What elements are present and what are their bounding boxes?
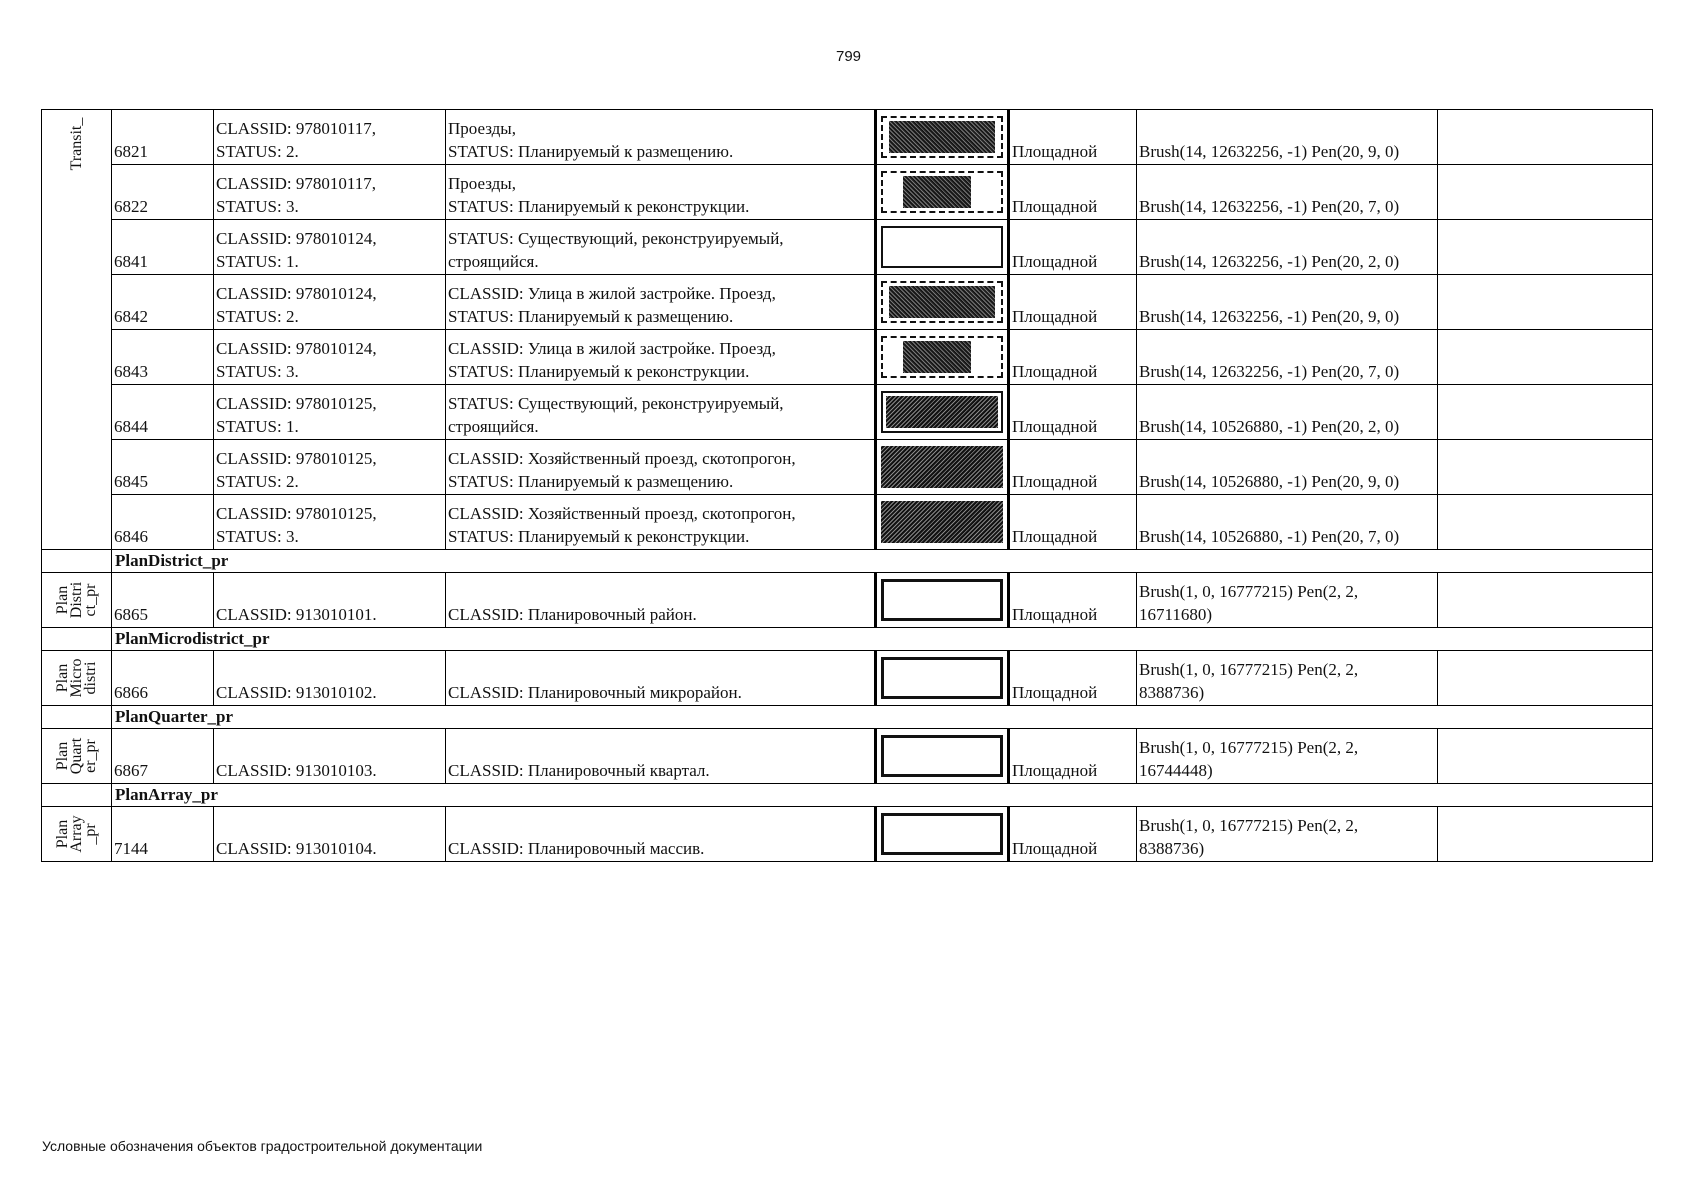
geometry-type-cell: Площадной [1009, 330, 1137, 385]
code-cell: 7144 [112, 807, 214, 862]
code-cell: 6843 [112, 330, 214, 385]
footer-text: Условные обозначения объектов градостроительной документации [42, 1138, 483, 1154]
table-row [42, 729, 1653, 784]
style-cell: Brush(14, 10526880, -1) Pen(20, 9, 0) [1137, 440, 1438, 495]
description-cell [446, 440, 876, 495]
symbol-fill [889, 121, 995, 153]
table-row [42, 110, 1653, 165]
page-number: 799 [835, 48, 862, 65]
geometry-type-cell: Площадной [1009, 807, 1137, 862]
geometry-type-cell: Площадной [1009, 220, 1137, 275]
symbol-cell [876, 495, 1009, 550]
code-cell: 6845 [112, 440, 214, 495]
description-cell-line-1: CLASSID: Хозяйственный проезд, скотопрогон, [448, 504, 796, 523]
layer-name-label [53, 815, 99, 853]
description-cell-line-2: строящийся. [448, 252, 539, 271]
classid-cell-line-1: CLASSID: 978010124, [216, 229, 377, 248]
style-cell-line-1: Brush(1, 0, 16777215) Pen(2, 2, [1139, 738, 1359, 757]
style-cell-line-2: 16711680) [1139, 605, 1213, 624]
layer-name-line: Plan [53, 663, 71, 693]
layer-header-blank [42, 784, 112, 807]
layer-name-cell [42, 573, 112, 628]
layer-name-cell [42, 729, 112, 784]
classid-cell-line-2: STATUS: 2. [216, 472, 299, 491]
code-cell: 6821 [112, 110, 214, 165]
layer-header-row [42, 550, 1653, 573]
description-cell-line-1: STATUS: Существующий, реконструируемый, [448, 229, 784, 248]
style-cell [1137, 573, 1438, 628]
symbol-cell [876, 110, 1009, 165]
style-cell [1137, 729, 1438, 784]
classid-cell-line-2: STATUS: 3. [216, 362, 299, 381]
geometry-type-cell: Площадной [1009, 573, 1137, 628]
description-cell [446, 165, 876, 220]
classid-cell-line-2: STATUS: 1. [216, 417, 299, 436]
geometry-type-cell: Площадной [1009, 495, 1137, 550]
geometry-type-cell: Площадной [1009, 165, 1137, 220]
classid-cell-line-1: CLASSID: 978010125, [216, 449, 377, 468]
classid-cell: CLASSID: 913010104. [214, 807, 446, 862]
legend-body [42, 110, 1653, 862]
empty-cell [1438, 807, 1653, 862]
classid-cell-line-1: CLASSID: 978010117, [216, 119, 376, 138]
layer-name-label [53, 737, 99, 775]
classid-cell [214, 220, 446, 275]
style-cell-line-2: 8388736) [1139, 683, 1205, 702]
style-cell: Brush(14, 12632256, -1) Pen(20, 9, 0) [1137, 275, 1438, 330]
classid-cell: CLASSID: 913010102. [214, 651, 446, 706]
classid-cell-line-1: CLASSID: 978010117, [216, 174, 376, 193]
layer-name-line: Plan [53, 741, 71, 771]
legend-table [41, 109, 1653, 862]
symbol-cell [876, 440, 1009, 495]
table-row [42, 440, 1653, 495]
classid-cell [214, 385, 446, 440]
style-cell: Brush(14, 12632256, -1) Pen(20, 7, 0) [1137, 330, 1438, 385]
empty-cell [1438, 165, 1653, 220]
legend-symbol-swatch [881, 579, 1003, 621]
symbol-cell [876, 807, 1009, 862]
empty-cell [1438, 573, 1653, 628]
geometry-type-cell: Площадной [1009, 440, 1137, 495]
legend-symbol-swatch [881, 813, 1003, 855]
legend-symbol-swatch [881, 116, 1003, 158]
classid-cell-line-1: CLASSID: 978010125, [216, 504, 377, 523]
style-cell: Brush(14, 10526880, -1) Pen(20, 2, 0) [1137, 385, 1438, 440]
description-cell [446, 110, 876, 165]
symbol-fill [886, 396, 998, 428]
layer-header-row [42, 628, 1653, 651]
table-row [42, 275, 1653, 330]
symbol-cell [876, 330, 1009, 385]
code-cell: 6842 [112, 275, 214, 330]
layer-name-label [53, 658, 99, 698]
classid-cell-line-1: CLASSID: 978010124, [216, 284, 377, 303]
symbol-fill [903, 176, 971, 208]
style-cell-line-1: Brush(1, 0, 16777215) Pen(2, 2, [1139, 582, 1359, 601]
empty-cell [1438, 330, 1653, 385]
description-cell-line-1: Проезды, [448, 119, 516, 138]
description-cell-line-1: CLASSID: Хозяйственный проезд, скотопрогон, [448, 449, 796, 468]
description-cell [446, 275, 876, 330]
classid-cell-line-2: STATUS: 3. [216, 197, 299, 216]
layer-header-row [42, 706, 1653, 729]
empty-cell [1438, 440, 1653, 495]
description-cell [446, 495, 876, 550]
layer-name-line: ct_pr [81, 583, 99, 617]
code-cell: 6865 [112, 573, 214, 628]
symbol-cell [876, 275, 1009, 330]
layer-name-line: Quart [67, 737, 85, 775]
classid-cell [214, 495, 446, 550]
description-cell: CLASSID: Планировочный микрорайон. [446, 651, 876, 706]
layer-name-line: Plan [53, 585, 71, 615]
description-cell [446, 220, 876, 275]
legend-symbol-swatch [881, 657, 1003, 699]
classid-cell [214, 330, 446, 385]
style-cell: Brush(14, 10526880, -1) Pen(20, 7, 0) [1137, 495, 1438, 550]
layer-name-line: Plan [53, 819, 71, 849]
table-row [42, 651, 1653, 706]
legend-symbol-swatch [881, 281, 1003, 323]
empty-cell [1438, 729, 1653, 784]
geometry-type-cell: Площадной [1009, 110, 1137, 165]
geometry-type-cell: Площадной [1009, 385, 1137, 440]
layer-header-blank [42, 628, 112, 651]
symbol-cell [876, 385, 1009, 440]
classid-cell [214, 275, 446, 330]
geometry-type-cell: Площадной [1009, 729, 1137, 784]
symbol-cell [876, 573, 1009, 628]
layer-title: PlanQuarter_pr [112, 706, 1653, 729]
symbol-cell [876, 651, 1009, 706]
description-cell-line-2: STATUS: Планируемый к реконструкции. [448, 197, 750, 216]
layer-name-label: Transit_ [67, 117, 85, 171]
description-cell: CLASSID: Планировочный квартал. [446, 729, 876, 784]
code-cell: 6841 [112, 220, 214, 275]
legend-symbol-swatch [881, 336, 1003, 378]
classid-cell-line-2: STATUS: 3. [216, 527, 299, 546]
layer-name-line: distri [81, 661, 99, 695]
style-cell: Brush(14, 12632256, -1) Pen(20, 2, 0) [1137, 220, 1438, 275]
classid-cell [214, 440, 446, 495]
layer-title: PlanMicrodistrict_pr [112, 628, 1653, 651]
style-cell: Brush(14, 12632256, -1) Pen(20, 9, 0) [1137, 110, 1438, 165]
symbol-cell [876, 220, 1009, 275]
layer-name-label [53, 581, 99, 619]
classid-cell: CLASSID: 913010101. [214, 573, 446, 628]
legend-symbol-swatch [881, 171, 1003, 213]
layer-header-blank [42, 706, 112, 729]
symbol-fill [881, 446, 1003, 488]
layer-header-blank [42, 550, 112, 573]
table-row [42, 165, 1653, 220]
code-cell: 6844 [112, 385, 214, 440]
geometry-type-cell: Площадной [1009, 651, 1137, 706]
empty-cell [1438, 495, 1653, 550]
layer-name-line: Micro [67, 658, 85, 698]
layer-name-line: er_pr [81, 739, 99, 773]
description-cell-line-1: STATUS: Существующий, реконструируемый, [448, 394, 784, 413]
table-row [42, 573, 1653, 628]
description-cell: CLASSID: Планировочный район. [446, 573, 876, 628]
style-cell [1137, 807, 1438, 862]
table-row [42, 807, 1653, 862]
style-cell-line-1: Brush(1, 0, 16777215) Pen(2, 2, [1139, 816, 1359, 835]
description-cell-line-2: STATUS: Планируемый к размещению. [448, 142, 734, 161]
symbol-fill [903, 341, 971, 373]
symbol-cell [876, 165, 1009, 220]
layer-title: PlanDistrict_pr [112, 550, 1653, 573]
legend-symbol-swatch [881, 446, 1003, 488]
description-cell-line-1: Проезды, [448, 174, 516, 193]
style-cell-line-2: 16744448) [1139, 761, 1213, 780]
empty-cell [1438, 651, 1653, 706]
classid-cell [214, 165, 446, 220]
description-cell-line-2: STATUS: Планируемый к размещению. [448, 307, 734, 326]
legend-symbol-swatch [881, 735, 1003, 777]
legend-symbol-swatch [881, 501, 1003, 543]
style-cell: Brush(14, 12632256, -1) Pen(20, 7, 0) [1137, 165, 1438, 220]
layer-name-cell [42, 807, 112, 862]
description-cell-line-2: STATUS: Планируемый к реконструкции. [448, 527, 750, 546]
symbol-fill [889, 286, 995, 318]
empty-cell [1438, 275, 1653, 330]
layer-name-cell [42, 651, 112, 706]
table-row [42, 220, 1653, 275]
description-cell: CLASSID: Планировочный массив. [446, 807, 876, 862]
classid-cell-line-2: STATUS: 2. [216, 307, 299, 326]
empty-cell [1438, 220, 1653, 275]
classid-cell-line-2: STATUS: 1. [216, 252, 299, 271]
layer-name-line: Distri [67, 581, 85, 619]
table-row [42, 385, 1653, 440]
classid-cell-line-1: CLASSID: 978010124, [216, 339, 377, 358]
legend-symbol-swatch [881, 391, 1003, 433]
empty-cell [1438, 110, 1653, 165]
layer-name-cell [42, 110, 112, 550]
code-cell: 6866 [112, 651, 214, 706]
description-cell-line-1: CLASSID: Улица в жилой застройке. Проезд, [448, 284, 776, 303]
geometry-type-cell: Площадной [1009, 275, 1137, 330]
description-cell-line-2: STATUS: Планируемый к реконструкции. [448, 362, 750, 381]
classid-cell-line-2: STATUS: 2. [216, 142, 299, 161]
symbol-fill [881, 501, 1003, 543]
layer-name-line: _pr [81, 823, 99, 845]
code-cell: 6867 [112, 729, 214, 784]
description-cell-line-2: STATUS: Планируемый к размещению. [448, 472, 734, 491]
classid-cell-line-1: CLASSID: 978010125, [216, 394, 377, 413]
classid-cell [214, 110, 446, 165]
layer-header-row [42, 784, 1653, 807]
style-cell-line-1: Brush(1, 0, 16777215) Pen(2, 2, [1139, 660, 1359, 679]
description-cell-line-1: CLASSID: Улица в жилой застройке. Проезд, [448, 339, 776, 358]
code-cell: 6846 [112, 495, 214, 550]
style-cell-line-2: 8388736) [1139, 839, 1205, 858]
classid-cell: CLASSID: 913010103. [214, 729, 446, 784]
layer-title: PlanArray_pr [112, 784, 1653, 807]
empty-cell [1438, 385, 1653, 440]
description-cell [446, 385, 876, 440]
description-cell [446, 330, 876, 385]
symbol-cell [876, 729, 1009, 784]
table-row [42, 495, 1653, 550]
legend-symbol-swatch [881, 226, 1003, 268]
style-cell [1137, 651, 1438, 706]
layer-name-line: Array [67, 815, 85, 853]
description-cell-line-2: строящийся. [448, 417, 539, 436]
table-row [42, 330, 1653, 385]
code-cell: 6822 [112, 165, 214, 220]
